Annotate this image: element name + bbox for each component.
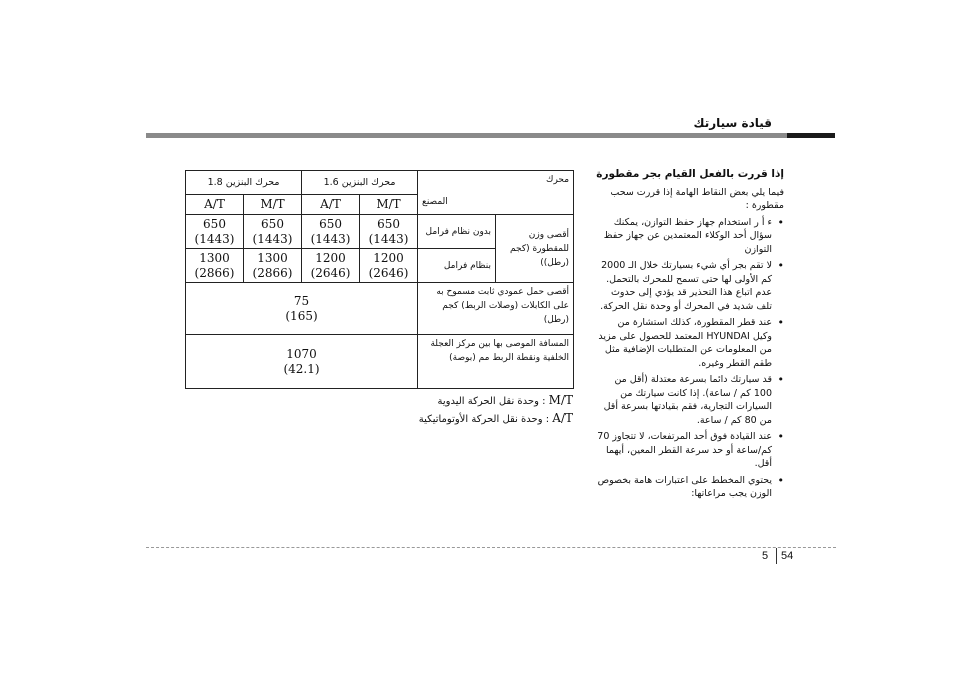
value-lb: (1443) — [310, 231, 351, 246]
bullet-icon: • — [777, 373, 784, 386]
note-mt — [410, 392, 573, 410]
bullet-icon: • — [777, 316, 784, 329]
header-rule-end — [787, 133, 835, 138]
engine-label: محرك — [546, 175, 570, 185]
note-text: : وحدة نقل الحركة اليدوية — [437, 396, 546, 407]
list-item — [596, 373, 784, 427]
cell-distance — [186, 335, 418, 389]
section-intro: فيما يلي بعض النقاط الهامة إذا قررت سحب مقطورة : — [610, 186, 784, 211]
engine-maker-header — [418, 171, 574, 215]
towing-spec-table — [185, 170, 574, 389]
instruction-list — [596, 216, 784, 501]
item-text: عند القيادة فوق أحد المرتفعات، لا تتجاوز 70 كم/ساعة أو حد سرعة القطر المعين، أيهما أقل. — [597, 431, 772, 469]
item-text: ء أ ر استخدام جهاز حفظ التوازن، يمكنك سؤال أحد الوكلاء المعتمدين عن جهاز حفظ التوازن — [603, 216, 772, 255]
value: 650 — [261, 216, 284, 231]
cell-with-brakes — [186, 249, 244, 283]
row-label-vertical-load: أقصى حمل عمودي ثابت مسموح به على الكابلات (وصلات الربط) كجم (رطل) — [418, 283, 574, 335]
trans-col-at-16: A/T — [302, 195, 360, 215]
engine-16-header: محرك البنزين 1.6 — [302, 171, 418, 195]
value: 650 — [203, 216, 226, 231]
header-rule — [146, 133, 787, 138]
cell-vertical-load — [186, 283, 418, 335]
value-lb: (1443) — [368, 231, 409, 246]
value: 1300 — [199, 250, 230, 265]
cell-with-brakes — [302, 249, 360, 283]
bullet-icon: • — [777, 259, 784, 272]
row-label-distance: المسافة الموصى بها بين مركز العجلة الخلفية ونقطة الربط مم (بوصة) — [418, 335, 574, 389]
note-text: : وحدة نقل الحركة الأوتوماتيكية — [418, 414, 550, 425]
item-text: لا تقم بجر أي شيء بسيارتك خلال الـ 2000 كم الأولى لها حتى تسمح للمحرك بالتحمل. عدم اتباع هذا التحذير قد يؤدي إلى حدوث تلف شديد في المحرك أو وحدة نقل الحركة. — [600, 260, 772, 312]
value: 1070 — [286, 346, 317, 361]
trans-col-at-18: A/T — [186, 195, 244, 215]
value: 650 — [377, 216, 400, 231]
page-number-section: 5 — [762, 550, 769, 562]
cell-with-brakes — [360, 249, 418, 283]
value: 650 — [319, 216, 342, 231]
value-lb: (1443) — [194, 231, 235, 246]
list-item — [596, 259, 784, 313]
row-label-with-brakes: بنظام فرامل — [418, 249, 496, 283]
list-item — [596, 474, 784, 501]
cell-with-brakes — [244, 249, 302, 283]
note-code: A/T — [552, 411, 573, 425]
list-item — [596, 216, 784, 257]
section-heading: إذا قررت بالفعل القيام بجر مقطورة — [596, 168, 784, 180]
engine-18-header: محرك البنزين 1.8 — [186, 171, 302, 195]
value: 1300 — [257, 250, 288, 265]
value: 75 — [293, 293, 310, 308]
value-in: (42.1) — [283, 361, 320, 376]
value-lb: (2866) — [194, 265, 235, 280]
page-number: 54 — [781, 550, 794, 562]
towing-instructions — [596, 168, 784, 504]
note-at — [410, 410, 573, 428]
cell-without-brakes — [244, 215, 302, 249]
value-lb: (165) — [285, 308, 318, 323]
cell-without-brakes — [360, 215, 418, 249]
list-item — [596, 316, 784, 370]
bullet-icon: • — [777, 473, 784, 487]
item-text: قد سيارتك دائما بسرعة معتدلة (أقل من 100 كم / ساعة). إذا كانت سيارتك من السيارات التجارية، فقم بقيادتها بسرعة أقل من 80 كم / ساعة. — [603, 374, 772, 426]
footer-rule — [146, 547, 836, 548]
value-lb: (2646) — [310, 265, 351, 280]
row-label-without-brakes: بدون نظام فرامل — [418, 215, 496, 249]
value: 1200 — [373, 250, 404, 265]
page-header-title: قيادة سيارتك — [693, 116, 772, 130]
bullet-icon: • — [777, 430, 784, 443]
maker-label: المصنع — [422, 197, 448, 207]
value-lb: (1443) — [252, 231, 293, 246]
value: 1200 — [315, 250, 346, 265]
page-number-separator — [776, 548, 777, 564]
list-item — [596, 430, 784, 471]
note-code: M/T — [548, 393, 573, 407]
cell-without-brakes — [302, 215, 360, 249]
trans-col-mt-16: M/T — [360, 195, 418, 215]
value-lb: (2646) — [368, 265, 409, 280]
row-label-max-weight: أقصى وزن للمقطورة (كجم (رطل)) — [496, 215, 574, 283]
bullet-icon: • — [777, 215, 784, 229]
item-text: يحتوي المخطط على اعتبارات هامة بخصوص الوزن يجب مراعاتها: — [597, 474, 772, 499]
trans-col-mt-18: M/T — [244, 195, 302, 215]
value-lb: (2866) — [252, 265, 293, 280]
item-text: عند قطر المقطورة، كذلك استشارة من وكيل HYUNDAI المعتمد للحصول على مزيد من المعلومات عن المتطلبات الإضافية مثل طقم القطر وغيره. — [598, 317, 772, 369]
table-notes — [410, 392, 573, 428]
cell-without-brakes — [186, 215, 244, 249]
